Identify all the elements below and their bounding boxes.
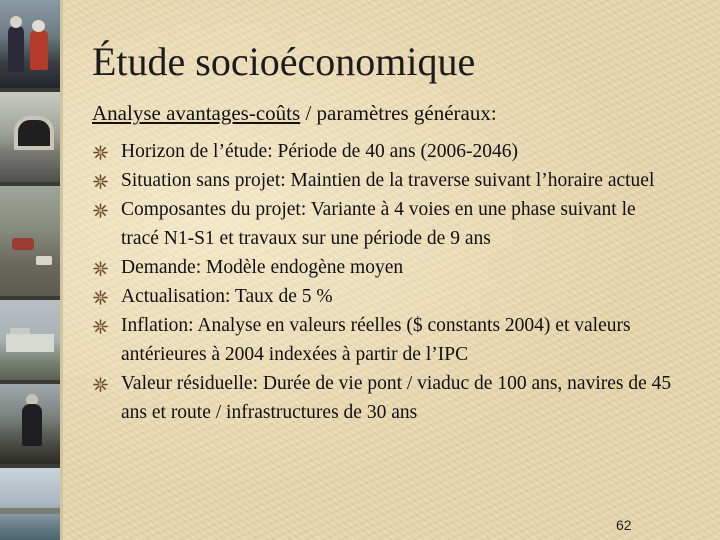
bullet-text: Actualisation: Taux de 5 %: [121, 286, 333, 307]
subtitle-rest: / paramètres généraux:: [300, 101, 497, 125]
bullet-text: Horizon de l’étude: Période de 40 ans (2006-2046): [121, 141, 518, 162]
bullet-item: [93, 369, 673, 427]
building-photo: [0, 300, 60, 380]
slide-title: Étude socioéconomique: [92, 39, 476, 84]
bullet-item: [93, 253, 673, 282]
river-photo: [0, 468, 60, 540]
bullet-item: [93, 166, 673, 195]
bullet-item: [93, 195, 673, 253]
bullet-list: [93, 137, 673, 427]
starburst-bullet-icon: [93, 290, 108, 305]
starburst-bullet-icon: [93, 203, 108, 218]
page-number: 62: [616, 517, 632, 533]
bullet-item: [93, 311, 673, 369]
bullet-text: Situation sans projet: Maintien de la traverse suivant l’horaire actuel: [121, 170, 655, 191]
tunnel-photo: [0, 92, 60, 182]
starburst-bullet-icon: [93, 145, 108, 160]
photo-strip: [0, 0, 63, 540]
starburst-bullet-icon: [93, 261, 108, 276]
starburst-bullet-icon: [93, 319, 108, 334]
bullet-item: [93, 137, 673, 166]
roadway-photo: [0, 186, 60, 296]
workers-photo: [0, 0, 60, 88]
bullet-item: [93, 282, 673, 311]
person-photo: [0, 384, 60, 464]
starburst-bullet-icon: [93, 174, 108, 189]
slide-subtitle: [92, 101, 497, 126]
bullet-text: Inflation: Analyse en valeurs réelles ($ constants 2004) et valeurs antérieures à 2004 indexées à partir de l’IPC: [121, 315, 631, 365]
bullet-text: Composantes du projet: Variante à 4 voies en une phase suivant le tracé N1-S1 et travaux sur une période de 9 ans: [121, 199, 636, 249]
starburst-bullet-icon: [93, 377, 108, 392]
bullet-text: Valeur résiduelle: Durée de vie pont / viaduc de 100 ans, navires de 45 ans et route / infrastructures de 30 ans: [121, 373, 672, 423]
subtitle-underlined: Analyse avantages-coûts: [92, 101, 301, 125]
bullet-text: Demande: Modèle endogène moyen: [121, 257, 404, 278]
